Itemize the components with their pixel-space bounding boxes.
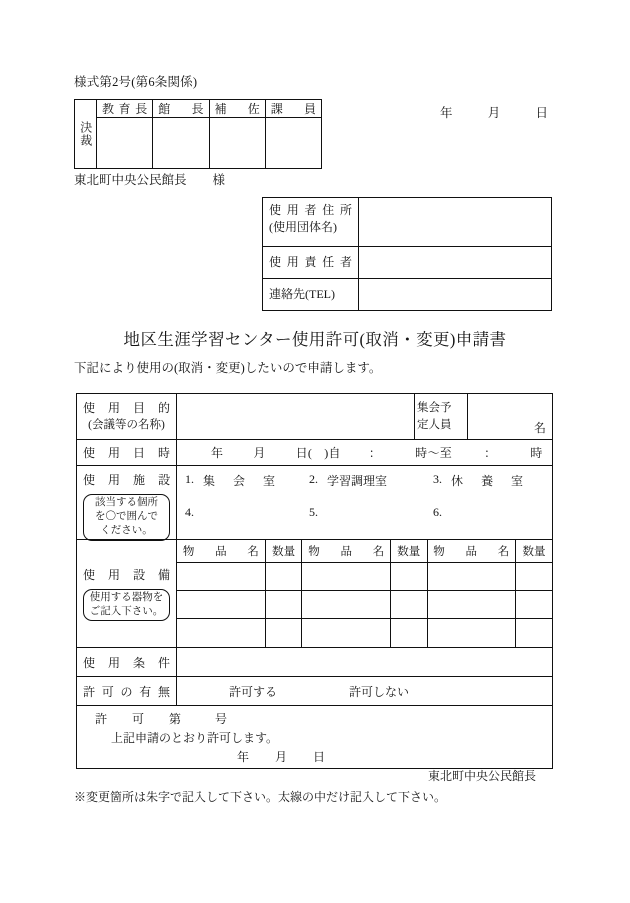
row-permission [77,677,552,706]
datetime-hour: 時 [530,446,543,460]
submission-date [440,103,560,121]
equipment-note-line2: ご記入下さい。 [89,606,164,617]
applicant-address-value[interactable] [359,198,551,246]
condition-value[interactable] [177,648,552,676]
submission-date-month: 月 [487,106,501,120]
facility-note-line1: 該当する個所 [95,497,158,508]
form-number: 様式第2号(第6条関係) [74,75,198,89]
facility-option-3[interactable] [433,472,557,489]
equipment-header-name-1: 物 品 名 [177,540,265,562]
purpose-sublabel: (会議等の名称) [88,418,165,431]
equipment-cell-r3c6[interactable] [516,619,552,647]
row-condition [77,648,552,677]
decision-column-hosa [210,100,266,168]
facility-option-6-number: 6. [433,505,442,519]
table-row [177,562,552,590]
decision-table [74,99,322,169]
applicant-row-manager [263,247,551,279]
datetime-month: 月 [253,446,266,460]
submission-date-year: 年 [440,106,453,120]
facility-option-4-name [203,505,309,520]
equipment-table [177,540,552,647]
equipment-cell-r1c1[interactable] [177,562,265,590]
permission-options [177,677,552,705]
equipment-cell-r3c5[interactable] [427,619,516,647]
decision-header-kyoikucho: 教 育 長 [97,100,152,118]
decision-header-hosa: 補 佐 [210,100,265,118]
facility-option-1[interactable] [185,472,309,489]
equipment-cell-r3c3[interactable] [302,619,391,647]
addressee-honorific: 様 [212,173,226,187]
facility-option-1-number: 1. [185,472,194,486]
facility-option-4-number: 4. [185,505,194,519]
facility-option-3-number: 3. [433,472,442,486]
facility-option-1-name: 集 会 室 [203,474,275,488]
footnote: ※変更箇所は朱字で記入して下さい。太線の中だけ記入して下さい。 [74,790,447,804]
equipment-cell-r2c4[interactable] [390,590,427,618]
addressee [74,170,225,188]
permission-option-no[interactable]: 許可しない [349,684,410,699]
facility-options [177,466,557,539]
applicant-manager-value[interactable] [359,247,551,278]
datetime-year: 年 [211,446,224,460]
decision-cell-kyoikucho[interactable] [97,118,152,168]
equipment-cell-r1c2[interactable] [265,562,302,590]
datetime-label: 使 用 日 時 [77,440,177,465]
equipment-header-qty-2: 数量 [390,540,427,562]
equipment-cell-r2c5[interactable] [427,590,516,618]
approval-issuer: 東北町中央公民館長 [427,769,536,783]
decision-label-text: 決裁 [78,121,93,147]
facility-grid [177,466,557,539]
datetime-day-close: )自 [324,446,341,460]
datetime-template [177,440,552,465]
approval-permit-number-line: 許 可 第 号 [95,712,228,726]
equipment-cell-r2c1[interactable] [177,590,265,618]
applicant-row-address [263,198,551,247]
facility-label: 使 用 施 設 該当する個所 を〇で囲んで ください。 [77,466,177,539]
facility-option-5-name [327,505,433,520]
addressee-name: 東北町中央公民館長 [74,173,187,187]
equipment-note [83,589,170,621]
attendees-label-line1: 集会予 [417,401,452,414]
facility-note-line2: を〇で囲んで [95,511,158,523]
approval-date-year: 年 [237,750,250,764]
facility-option-6[interactable] [433,505,557,520]
equipment-header-name-2: 物 品 名 [302,540,391,562]
decision-column-kyoikucho [97,100,153,168]
submission-date-day: 日 [535,106,548,120]
datetime-value[interactable] [177,440,552,465]
decision-cell-hosa[interactable] [210,118,265,168]
row-datetime [77,440,552,466]
main-form-table [76,393,553,783]
applicant-box [262,197,552,311]
decision-header-kain: 課 員 [266,100,321,118]
approval-date-month: 月 [274,750,287,764]
page-title: 地区生涯学習センター使用許可(取消・変更)申請書 [123,330,507,349]
facility-option-4[interactable] [185,505,309,520]
facility-note [83,494,170,541]
datetime-colon-start: ： [368,446,382,460]
attendees-value[interactable] [468,394,552,439]
facility-option-2[interactable] [309,472,433,489]
table-row [177,590,552,618]
approval-permit-number-suffix: 号 [215,712,228,726]
equipment-cell-r3c4[interactable] [390,619,427,647]
facility-row-1 [185,472,557,489]
facility-option-5-number: 5. [309,505,318,519]
purpose-value[interactable] [177,394,414,439]
equipment-cell-r1c4[interactable] [390,562,427,590]
row-approval [77,706,552,783]
decision-label [75,100,97,168]
equipment-cell-r2c3[interactable] [302,590,391,618]
datetime-colon-end: ： [484,446,497,460]
equipment-header-qty-1: 数量 [265,540,302,562]
applicant-manager-label: 使 用 責 任 者 [263,247,359,278]
decision-column-kancho [153,100,209,168]
lead-text: 下記により使用の(取消・変更)したいので申請します。 [74,361,382,375]
permission-option-yes[interactable]: 許可する [229,684,278,699]
approval-date [87,748,542,765]
datetime-day: 日( [295,446,313,460]
datetime-from-to: 時〜至 [415,446,453,460]
facility-option-2-number: 2. [309,472,318,486]
equipment-header-qty-3: 数量 [516,540,552,562]
decision-columns [97,100,321,168]
applicant-address-sublabel: (使用団体名) [269,220,337,235]
facility-option-6-name [451,505,557,520]
facility-note-line3: ください。 [100,525,153,537]
attendees-label [414,394,468,439]
applicant-tel-label: 連絡先(TEL) [263,279,359,310]
equipment-note-line1: 使用する器物を [89,591,164,603]
decision-column-kain [266,100,321,168]
facility-row-2 [185,505,557,520]
equipment-grid [177,540,552,647]
facility-option-3-name: 休 養 室 [451,474,523,488]
equipment-header-name-3: 物 品 名 [427,540,516,562]
permission-choice-group [177,677,552,705]
equipment-label: 使 用 設 備 使用する器物を ご記入下さい。 [77,540,177,647]
equipment-cell-r3c2[interactable] [265,619,302,647]
decision-header-kancho: 館 長 [153,100,208,118]
row-facility [77,466,552,540]
decision-cell-kancho[interactable] [153,118,208,168]
equipment-cell-r1c3[interactable] [302,562,391,590]
purpose-label: 使 用 目 的 (会議等の名称) [77,394,177,439]
applicant-tel-value[interactable] [359,279,551,310]
equipment-cell-r1c5[interactable] [427,562,516,590]
applicant-row-tel [263,279,551,311]
decision-cell-kain[interactable] [266,118,321,168]
table-row [177,619,552,647]
attendees-label-line2: 定人員 [417,418,452,431]
equipment-cell-r2c6[interactable] [516,590,552,618]
row-purpose [77,394,552,440]
row-equipment [77,540,552,648]
equipment-cell-r3c1[interactable] [177,619,265,647]
facility-option-2-name: 学習調理室 [327,474,388,488]
facility-option-5[interactable] [309,505,433,520]
applicant-address-label: 使 用 者 住 所 (使用団体名) [263,198,359,246]
attendees-unit: 名 [533,421,546,435]
equipment-cell-r1c6[interactable] [516,562,552,590]
condition-label: 使 用 条 件 [77,648,177,676]
equipment-header-row [177,540,552,562]
approval-date-day: 日 [312,750,325,764]
permission-label: 許 可 の 有 無 [77,677,177,705]
approval-statement: 上記申請のとおり許可します。 [111,731,279,745]
equipment-cell-r2c2[interactable] [265,590,302,618]
